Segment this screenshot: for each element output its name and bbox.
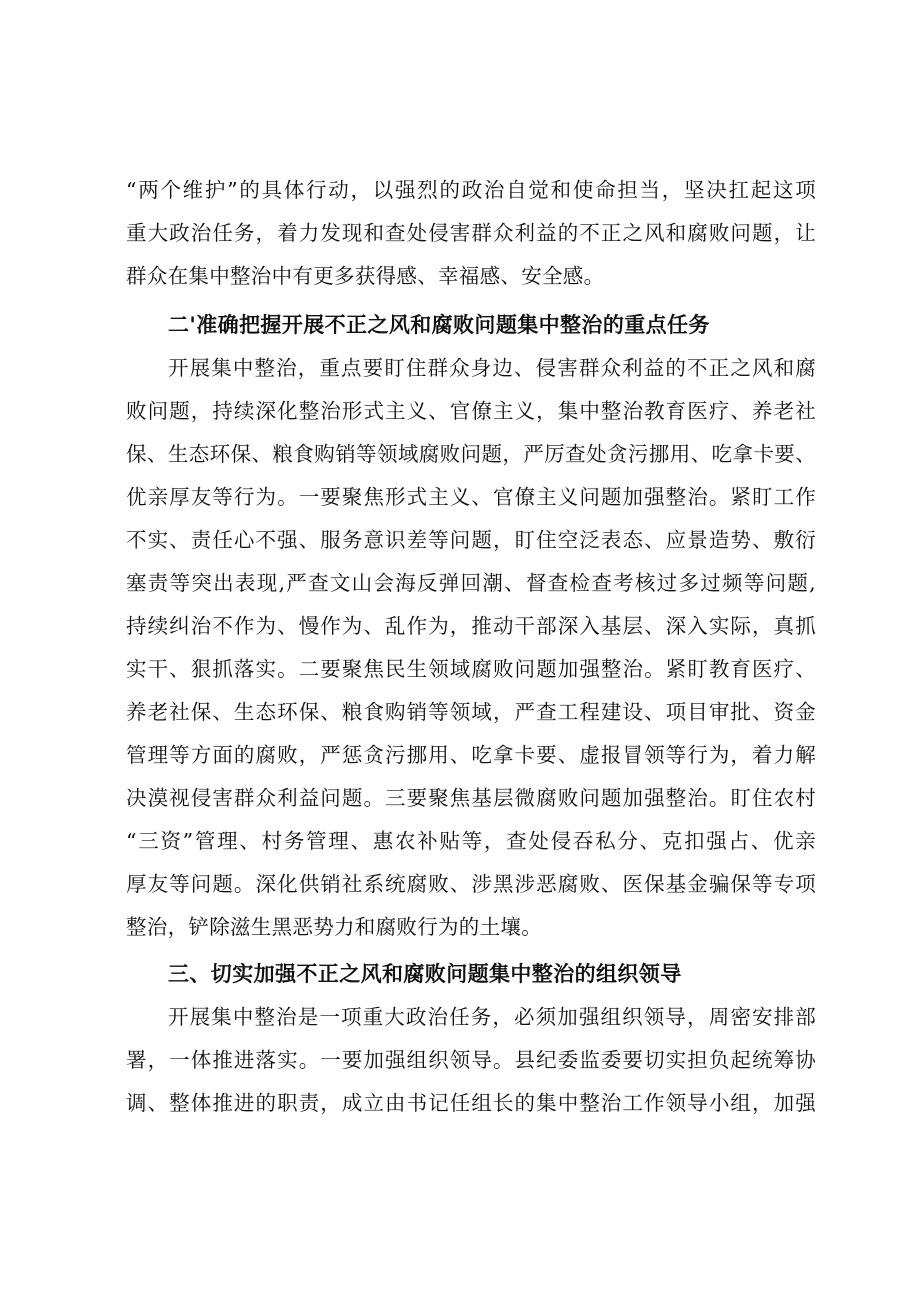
section-heading: 三、切实加强不正之风和腐败问题集中整治的组织领导 xyxy=(168,962,682,986)
paragraph-line: 实干、狠抓落实。二要聚焦民生领域腐败问题加强整治。紧盯教育医疗、 xyxy=(126,657,816,681)
paragraph-line: 养老社保、生态环保、粮食购销等领域，严查工程建设、项目审批、资金 xyxy=(126,700,816,724)
paragraph-line: 开展集中整治，重点要盯住群众身边、侵害群众利益的不正之风和腐 xyxy=(168,356,816,380)
paragraph-line: 决漠视侵害群众利益问题。三要聚焦基层微腐败问题加强整治。盯住农村 xyxy=(126,786,816,810)
section-heading: 二'准确把握开展不正之风和腐败问题集中整治的重点任务 xyxy=(168,313,710,337)
paragraph-line: 管理等方面的腐败，严惩贪污挪用、吃拿卡要、虚报冒领等行为，着力解 xyxy=(126,743,816,767)
paragraph-line: 署，一体推进落实。一要加强组织领导。县纪委监委要切实担负起统筹协 xyxy=(126,1048,816,1072)
paragraph-line: “两个维护”的具体行动，以强烈的政治自觉和使命担当，坚决扛起这项 xyxy=(126,178,816,202)
paragraph-line: 不实、责任心不强、服务意识差等问题，盯住空泛表态、应景造势、敷衍 xyxy=(126,528,816,552)
paragraph-line: 整治，铲除滋生黑恶势力和腐败行为的土壤。 xyxy=(126,915,542,939)
paragraph-line: 败问题，持续深化整治形式主义、官僚主义，集中整治教育医疗、养老社 xyxy=(126,399,816,423)
paragraph-line: 塞责等突出表现,严查文山会海反弹回潮、督查检查考核过多过频等问题, xyxy=(126,571,816,595)
paragraph-line: 保、生态环保、粮食购销等领域腐败问题，严厉查处贪污挪用、吃拿卡要、 xyxy=(126,442,816,466)
paragraph-line: 持续纠治不作为、慢作为、乱作为，推动干部深入基层、深入实际，真抓 xyxy=(126,614,816,638)
paragraph-line: 调、整体推进的职责，成立由书记任组长的集中整治工作领导小组，加强 xyxy=(126,1091,816,1115)
paragraph-line: 优亲厚友等行为。一要聚焦形式主义、官僚主义问题加强整治。紧盯工作 xyxy=(126,485,816,509)
paragraph-line: 开展集中整治是一项重大政治任务，必须加强组织领导，周密安排部 xyxy=(168,1005,816,1029)
paragraph-line: “三资”管理、村务管理、惠农补贴等，查处侵吞私分、克扣强占、优亲 xyxy=(126,829,816,853)
paragraph-line: 厚友等问题。深化供销社系统腐败、涉黑涉恶腐败、医保基金骗保等专项 xyxy=(126,872,816,896)
paragraph-line: 群众在集中整治中有更多获得感、幸福感、安全感。 xyxy=(126,264,605,288)
paragraph-line: 重大政治任务，着力发现和查处侵害群众利益的不正之风和腐败问题，让 xyxy=(126,221,816,245)
